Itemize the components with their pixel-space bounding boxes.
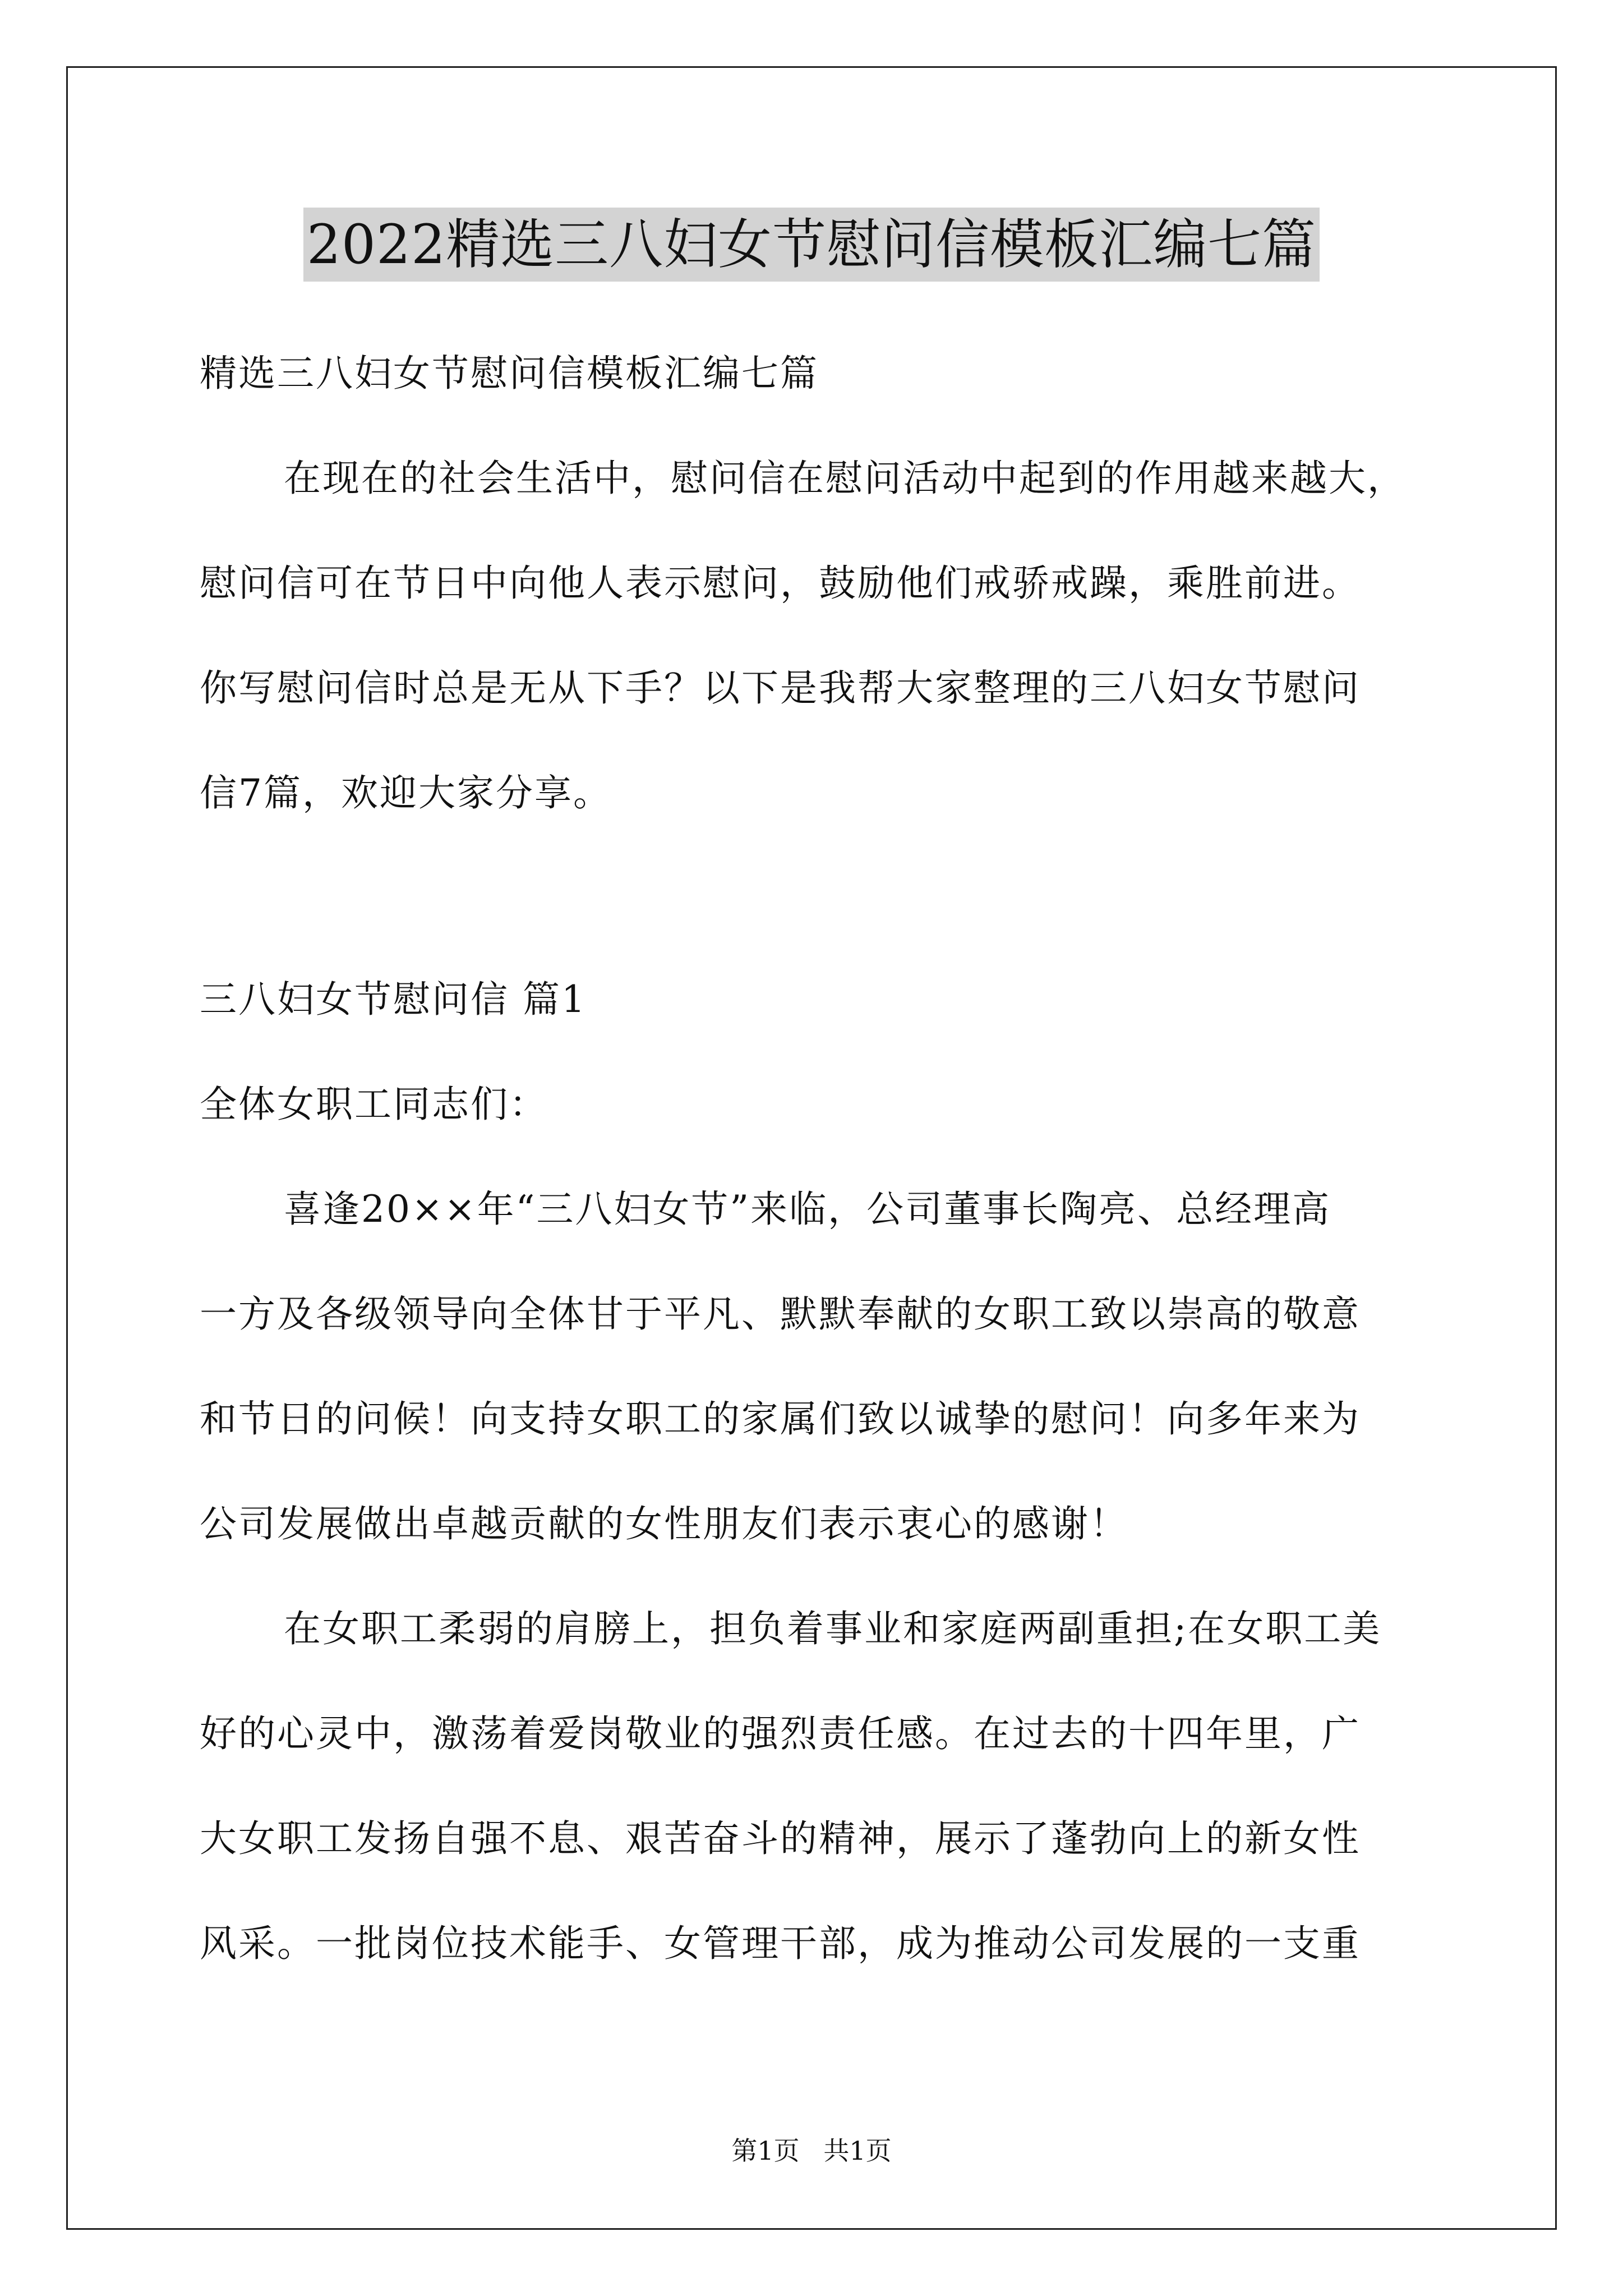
paragraph-line: 喜逢20××年“三八妇女节”来临，公司董事长陶亮、总经理高 <box>284 1188 1331 1231</box>
paragraph-line: 好的心灵中，激荡着爱岗敬业的强烈责任感。在过去的十四年里，广 <box>200 1712 1361 1755</box>
intro-line: 慰问信可在节日中向他人表示慰问，鼓励他们戒骄戒躁，乘胜前进。 <box>200 562 1361 605</box>
document-title: 2022精选三八妇女节慰问信模板汇编七篇 <box>303 208 1320 282</box>
paragraph-line: 和节日的问候！向支持女职工的家属们致以诚挚的慰问！向多年来为 <box>200 1397 1361 1441</box>
paragraph-line: 一方及各级领导向全体甘于平凡、默默奉献的女职工致以崇高的敬意 <box>200 1292 1361 1336</box>
intro-line: 你写慰问信时总是无从下手？以下是我帮大家整理的三八妇女节慰问 <box>200 666 1361 710</box>
intro-line: 信7篇，欢迎大家分享。 <box>200 771 612 815</box>
page-number: 第1页 <box>731 2136 800 2166</box>
intro-line: 在现在的社会生活中，慰问信在慰问活动中起到的作用越来越大， <box>284 457 1406 500</box>
paragraph-line: 公司发展做出卓越贡献的女性朋友们表示衷心的感谢！ <box>200 1502 1128 1545</box>
paragraph-line: 大女职工发扬自强不息、艰苦奋斗的精神，展示了蓬勃向上的新女性 <box>200 1817 1361 1860</box>
paragraph-line: 风采。一批岗位技术能手、女管理干部，成为推动公司发展的一支重 <box>200 1922 1361 1965</box>
document-subtitle: 精选三八妇女节慰问信模板汇编七篇 <box>200 352 819 395</box>
title-block <box>0 208 1623 282</box>
page-footer <box>0 2135 1623 2166</box>
page-total: 共1页 <box>823 2136 892 2166</box>
salutation: 全体女职工同志们： <box>200 1083 548 1126</box>
paragraph-line: 在女职工柔弱的肩膀上，担负着事业和家庭两副重担;在女职工美 <box>284 1607 1382 1650</box>
section-heading: 三八妇女节慰问信 篇1 <box>200 978 587 1021</box>
